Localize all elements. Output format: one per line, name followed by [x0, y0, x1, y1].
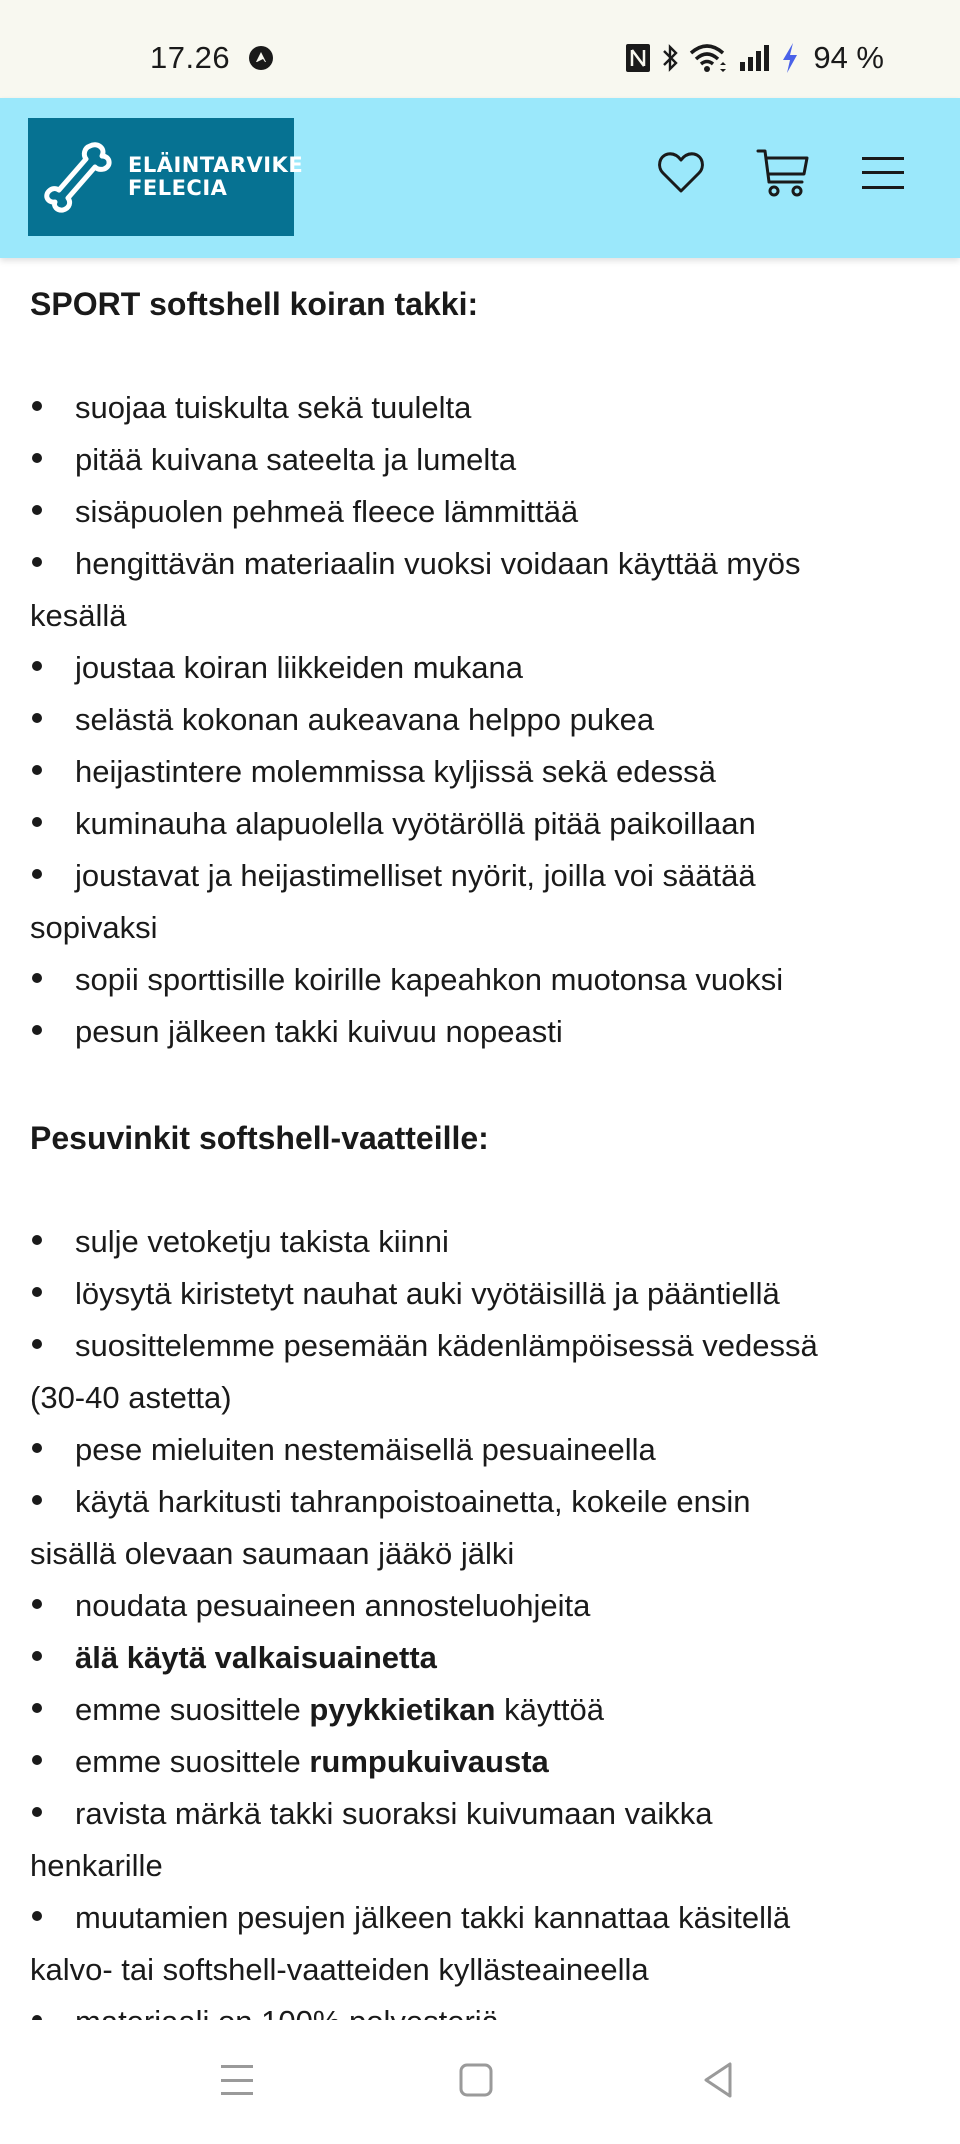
cart-button[interactable]: [756, 146, 810, 200]
home-button[interactable]: [446, 2050, 506, 2110]
list-item: sulje vetoketju takista kiinni: [30, 1216, 930, 1268]
list-item: muutamien pesujen jälkeen takki kannattaa käsitellä: [30, 1892, 930, 1944]
wishlist-button[interactable]: [654, 146, 708, 200]
list-item-continuation: henkarille: [30, 1848, 163, 1883]
back-button[interactable]: [688, 2050, 748, 2110]
wifi-icon: [689, 42, 729, 74]
bullet-icon: [32, 1235, 42, 1245]
bullet-icon: [32, 973, 42, 983]
logo[interactable]: [28, 118, 304, 236]
bullet-icon: [32, 1807, 42, 1817]
bullet-icon: [32, 765, 42, 775]
list-item-continuation: sisällä olevaan saumaan jääkö jälki: [30, 1536, 515, 1571]
list-item: emme suosittele rumpukuivausta: [30, 1736, 930, 1788]
washing-tips-list: [30, 1216, 930, 2048]
bullet-icon: [32, 1287, 42, 1297]
logo-text: [128, 154, 303, 200]
cart-icon: [756, 148, 810, 198]
list-item: emme suosittele pyykkietikan käyttöä: [30, 1684, 930, 1736]
bullet-icon: [32, 505, 42, 515]
bullet-icon: [32, 713, 42, 723]
list-item: heijastintere molemmissa kyljissä sekä edessä: [30, 746, 930, 798]
bullet-icon: [32, 1755, 42, 1765]
features-list: [30, 382, 930, 1058]
heart-icon: [657, 151, 705, 195]
bullet-icon: [32, 1025, 42, 1035]
bone-icon: [40, 140, 114, 214]
list-item: hengittävän materiaalin vuoksi voidaan käyttää myös: [30, 538, 930, 590]
list-item-continuation: kalvo- tai softshell-vaatteiden kyllästeaineella: [30, 1952, 649, 1987]
bluetooth-icon: [661, 42, 679, 74]
status-bar: [0, 0, 960, 98]
list-item: suosittelemme pesemään kädenlämpöisessä vedessä: [30, 1320, 930, 1372]
status-right: [625, 40, 884, 76]
nfc-icon: [625, 43, 651, 73]
list-item: sisäpuolen pehmeä fleece lämmittää: [30, 486, 930, 538]
bullet-icon: [32, 1651, 42, 1661]
list-item: pesun jälkeen takki kuivuu nopeasti: [30, 1006, 930, 1058]
list-item-continuation: (30-40 astetta): [30, 1380, 232, 1415]
bullet-icon: [32, 1443, 42, 1453]
logo-line1: ELÄINTARVIKE: [128, 153, 304, 177]
bullet-icon: [32, 1339, 42, 1349]
bullet-icon: [32, 1911, 42, 1921]
battery-percent: 94 %: [813, 40, 884, 75]
bullet-icon: [32, 661, 42, 671]
features-title: SPORT softshell koiran takki:: [30, 286, 479, 322]
list-item: suojaa tuiskulta sekä tuulelta: [30, 382, 930, 434]
back-icon: [702, 2062, 734, 2098]
list-item: selästä kokonan aukeavana helppo pukea: [30, 694, 930, 746]
signal-icon: [739, 44, 771, 72]
bullet-icon: [32, 557, 42, 567]
site-header: [0, 98, 960, 258]
bullet-icon: [32, 817, 42, 827]
recents-icon: [219, 2063, 255, 2097]
charging-icon: [781, 42, 799, 74]
bullet-icon: [32, 1495, 42, 1505]
list-item: noudata pesuaineen annosteluohjeita: [30, 1580, 930, 1632]
bullet-icon: [32, 401, 42, 411]
list-item: löysytä kiristetyt nauhat auki vyötäisillä ja pääntiellä: [30, 1268, 930, 1320]
washing-tips-title: Pesuvinkit softshell-vaatteille:: [30, 1120, 489, 1156]
list-item: sopii sporttisille koirille kapeahkon muotonsa vuoksi: [30, 954, 930, 1006]
list-item: kuminauha alapuolella vyötäröllä pitää paikoillaan: [30, 798, 930, 850]
status-time: 17.26: [150, 40, 231, 75]
bullet-icon: [32, 1703, 42, 1713]
bullet-icon: [32, 869, 42, 879]
list-item: käytä harkitusti tahranpoistoainetta, kokeile ensin: [30, 1476, 930, 1528]
list-item-continuation: sopivaksi: [30, 910, 158, 945]
system-nav-bar: [0, 2020, 960, 2144]
recents-button[interactable]: [207, 2050, 267, 2110]
product-description: [0, 258, 960, 2020]
logo-line2: FELECIA: [128, 176, 228, 200]
app-notification-icon: [248, 45, 274, 71]
bullet-icon: [32, 1599, 42, 1609]
status-left: [150, 40, 274, 76]
list-item: ravista märkä takki suoraksi kuivumaan vaikka: [30, 1788, 930, 1840]
list-item-continuation: kesällä: [30, 598, 127, 633]
list-item: joustavat ja heijastimelliset nyörit, joilla voi säätää: [30, 850, 930, 902]
list-item: joustaa koiran liikkeiden mukana: [30, 642, 930, 694]
list-item: pese mieluiten nestemäisellä pesuaineella: [30, 1424, 930, 1476]
hamburger-icon: [861, 155, 905, 191]
home-icon: [459, 2063, 493, 2097]
list-item: älä käytä valkaisuainetta: [30, 1632, 930, 1684]
menu-button[interactable]: [856, 146, 910, 200]
bullet-icon: [32, 453, 42, 463]
list-item: pitää kuivana sateelta ja lumelta: [30, 434, 930, 486]
